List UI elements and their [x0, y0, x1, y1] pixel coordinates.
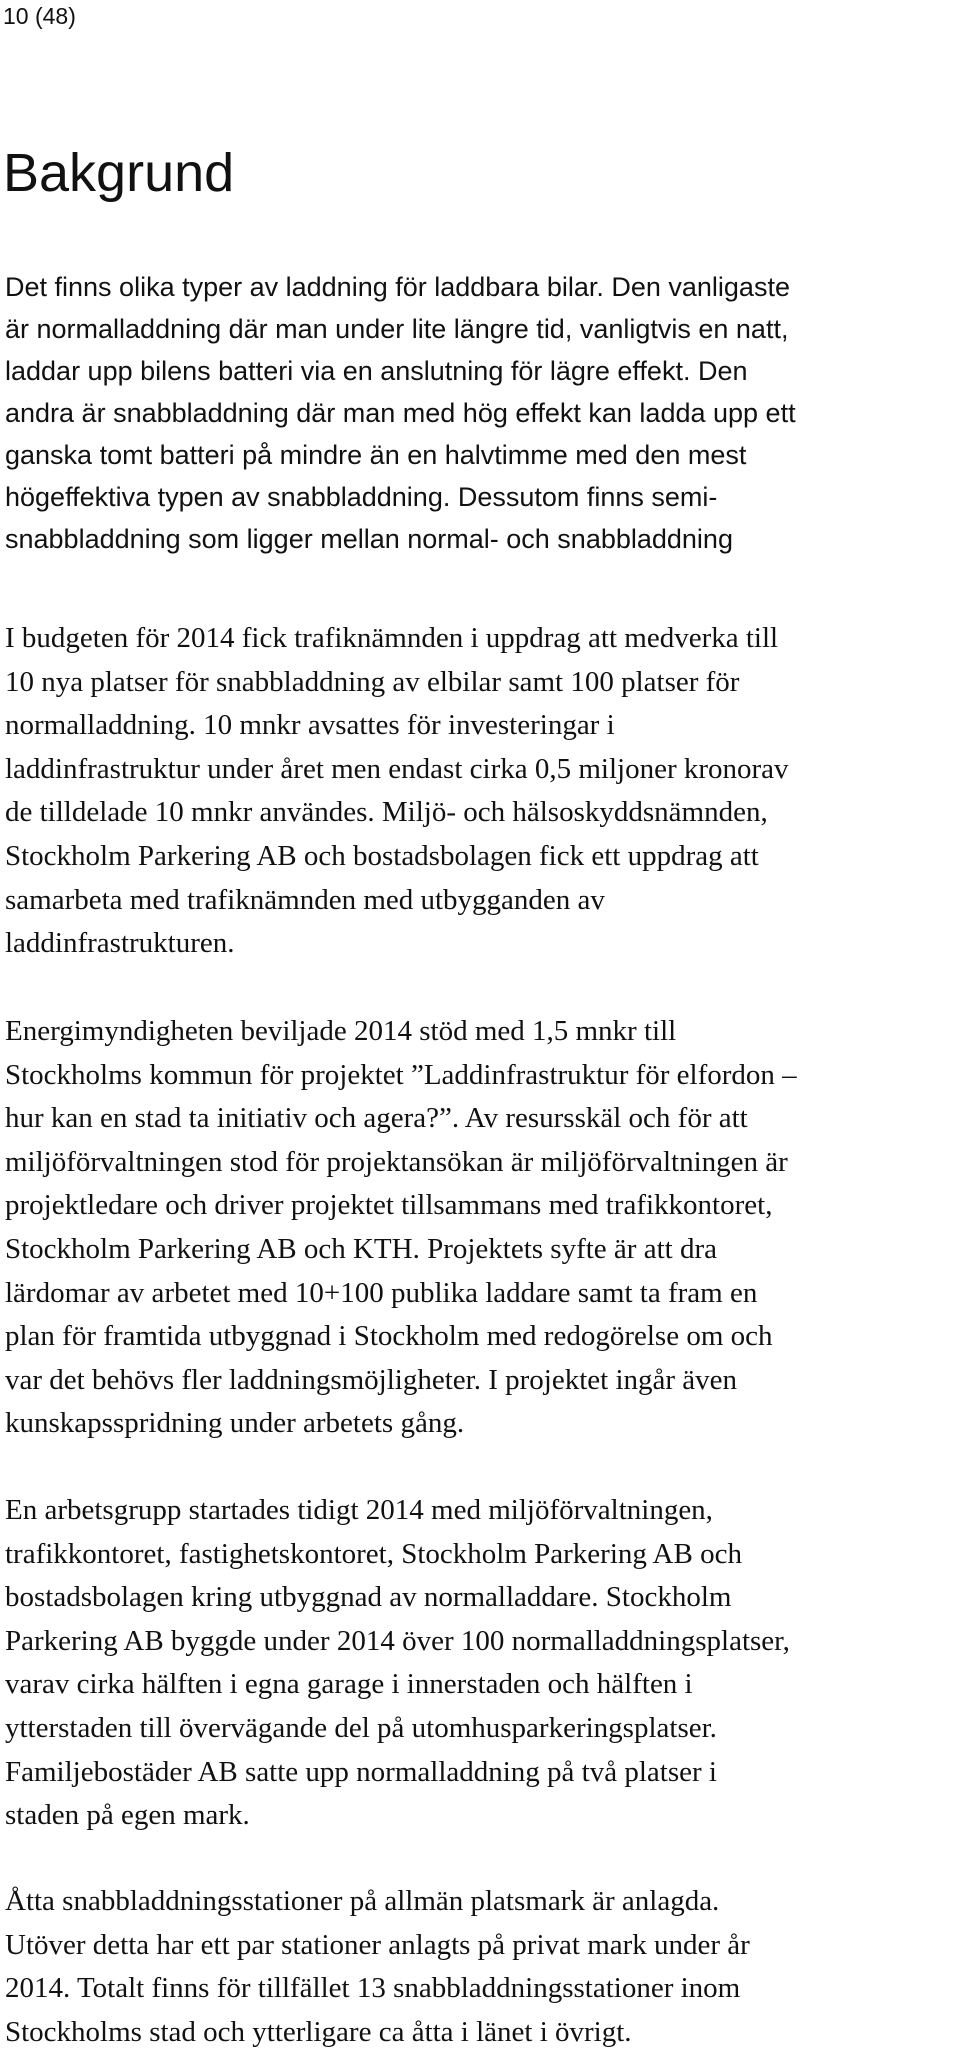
paragraph-energimyndigheten	[5, 1010, 955, 1446]
paragraph-arbetsgrupp	[5, 1489, 955, 1838]
text-line: plan för framtida utbyggnad i Stockholm med redogörelse om och	[5, 1320, 773, 1353]
text-line: ganska tomt batteri på mindre än en halvtimme med den mest	[5, 440, 747, 470]
text-line: trafikkontoret, fastighetskontoret, Stockholm Parkering AB och	[5, 1537, 742, 1570]
text-line: laddar upp bilens batteri via en anslutning för lägre effekt. Den	[5, 356, 748, 386]
text-line: staden på egen mark.	[5, 1799, 250, 1832]
text-line: snabbladdning som ligger mellan normal- och snabbladdning	[5, 524, 733, 554]
text-line: miljöförvaltningen stod för projektansökan är miljöförvaltningen är	[5, 1145, 788, 1178]
text-line: Utöver detta har ett par stationer anlagts på privat mark under år	[5, 1928, 750, 1961]
text-line: Parkering AB byggde under 2014 över 100 normalladdningsplatser,	[5, 1624, 790, 1657]
text-line: Åtta snabbladdningsstationer på allmän platsmark är anlagda.	[5, 1885, 720, 1917]
text-line: hur kan en stad ta initiativ och agera?”. Av resursskäl och för att	[5, 1102, 748, 1135]
text-line: En arbetsgrupp startades tidigt 2014 med miljöförvaltningen,	[5, 1494, 713, 1526]
text-line: Stockholms stad och ytterligare ca åtta i länet i övrigt.	[5, 2015, 632, 2048]
text-line: samarbeta med trafiknämnden med utbygganden av	[5, 883, 605, 916]
text-line: Stockholms kommun för projektet ”Laddinfrastruktur för elfordon –	[5, 1058, 797, 1091]
text-line: laddinfrastruktur under året men endast cirka 0,5 miljoner kronorav	[5, 752, 789, 785]
text-line: är normalladdning där man under lite längre tid, vanligtvis en natt,	[5, 314, 789, 344]
text-line: I budgeten för 2014 fick trafiknämnden i uppdrag att medverka till	[5, 622, 779, 654]
text-line: högeffektiva typen av snabbladdning. Dessutom finns semi-	[5, 482, 718, 512]
text-line: 2014. Totalt finns för tillfället 13 snabbladdningsstationer inom	[5, 1972, 741, 2005]
paragraph-charging-types	[5, 266, 955, 560]
text-line: Energimyndigheten beviljade 2014 stöd med 1,5 mnkr till	[5, 1015, 677, 1047]
text-line: andra är snabbladdning där man med hög effekt kan ladda upp ett	[5, 398, 796, 428]
text-line: ytterstaden till övervägande del på utomhusparkeringsplatser.	[5, 1711, 717, 1744]
paragraph-snabbladdningsstationer	[5, 1880, 955, 2054]
text-line: var det behövs fler laddningsmöjligheter. I projektet ingår även	[5, 1363, 738, 1396]
text-line: Det finns olika typer av laddning för laddbara bilar. Den vanligaste	[5, 272, 790, 302]
text-line: projektledare och driver projektet tillsammans med trafikkontoret,	[5, 1189, 773, 1222]
text-line: de tilldelade 10 mnkr användes. Miljö- och hälsoskyddsnämnden,	[5, 796, 768, 829]
text-line: laddinfrastrukturen.	[5, 927, 235, 960]
text-line: Stockholm Parkering AB och KTH. Projektets syfte är att dra	[5, 1232, 717, 1265]
text-line: 10 nya platser för snabbladdning av elbilar samt 100 platser för	[5, 665, 740, 698]
text-line: Stockholm Parkering AB och bostadsbolagen fick ett uppdrag att	[5, 839, 759, 872]
text-line: varav cirka hälften i egna garage i innerstaden och hälften i	[5, 1668, 693, 1701]
text-line: lärdomar av arbetet med 10+100 publika laddare samt ta fram en	[5, 1276, 758, 1309]
text-line: bostadsbolagen kring utbyggnad av normalladdare. Stockholm	[5, 1581, 732, 1614]
text-line: Familjebostäder AB satte upp normalladdning på två platser i	[5, 1755, 717, 1788]
text-line: normalladdning. 10 mnkr avsattes för investeringar i	[5, 709, 615, 742]
text-line: kunskapsspridning under arbetets gång.	[5, 1407, 465, 1440]
section-heading: Bakgrund	[3, 143, 235, 203]
page-number: 10 (48)	[3, 3, 76, 29]
paragraph-budget-2014	[5, 617, 955, 966]
